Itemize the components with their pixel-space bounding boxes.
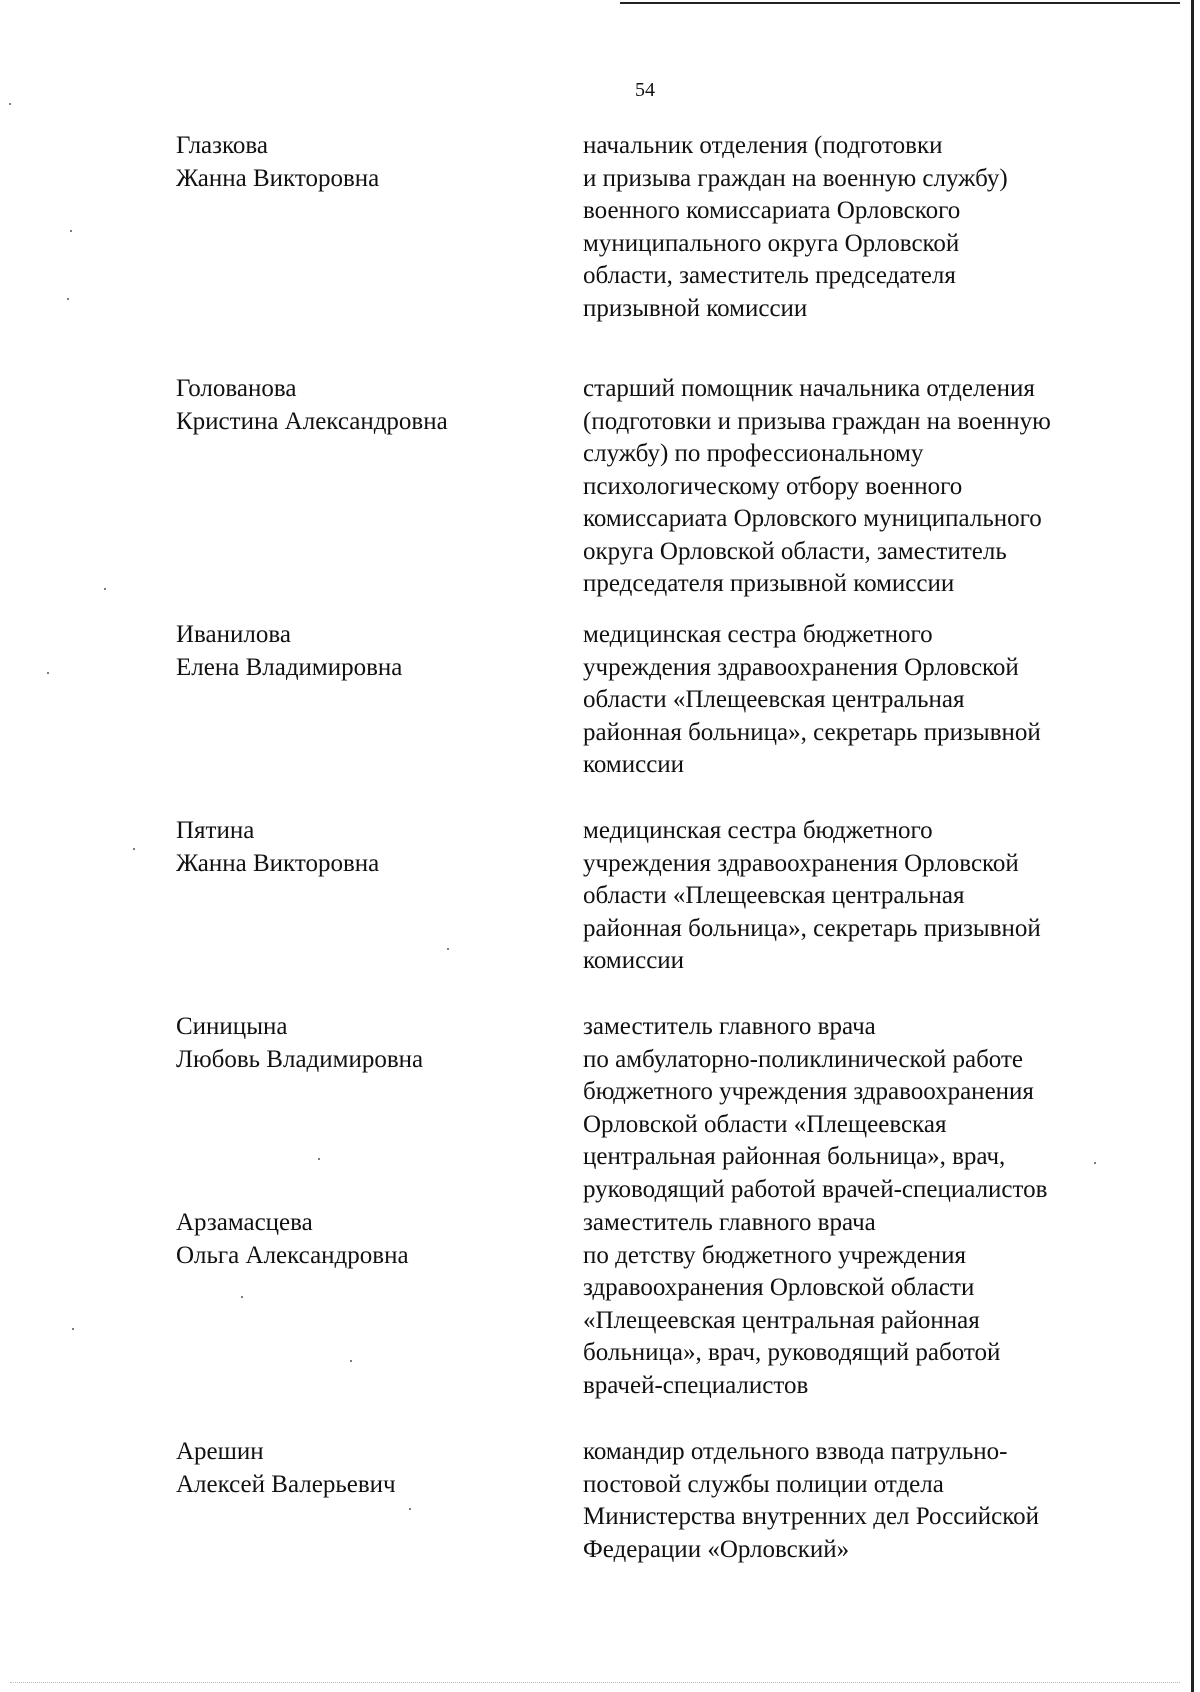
scan-speck — [1094, 1162, 1096, 1164]
member-given-names: Кристина Александровна — [176, 407, 448, 435]
member-position — [583, 619, 1123, 782]
member-position-line: учреждения здравоохранения Орловской — [583, 849, 1019, 877]
member-surname: Арешин — [176, 1438, 264, 1465]
member-position — [583, 1011, 1123, 1206]
member-position-line: (подготовки и призыва граждан на военную — [583, 407, 1051, 435]
member-position-line: врачей-специалистов — [583, 1371, 809, 1399]
member-position-line: районная больница», секретарь призывной — [583, 914, 1041, 942]
member-position-line: районная больница», секретарь призывной — [583, 718, 1041, 746]
member-position-line: медицинская сестра бюджетного — [583, 621, 933, 648]
member-position-line: военного комиссариата Орловского — [583, 197, 961, 224]
member-position — [583, 1207, 1123, 1402]
member-position-line: комиссии — [583, 751, 685, 778]
member-position-line: старший помощник начальника отделения — [583, 375, 1035, 402]
scan-speck — [409, 1508, 411, 1510]
member-given-names: Жанна Викторовна — [176, 849, 380, 877]
member-name — [176, 130, 556, 195]
member-position-line: учреждения здравоохранения Орловской — [583, 653, 1019, 681]
scan-speck — [350, 1360, 352, 1362]
member-position — [583, 815, 1123, 978]
member-position-line: больница», врач, руководящий работой — [583, 1339, 1001, 1366]
member-position-line: Федерации «Орловский» — [583, 1535, 850, 1563]
member-position-line: бюджетного учреждения здравоохранения — [583, 1078, 1034, 1105]
member-position-line: заместитель главного врача — [583, 1013, 876, 1040]
member-position-line: службу) по профессиональному — [583, 440, 924, 467]
member-surname: Синицына — [176, 1013, 288, 1040]
member-position-line: Орловской области «Плещеевская — [583, 1110, 947, 1138]
scan-speck — [318, 1158, 320, 1160]
page-number: 54 — [635, 79, 655, 101]
scan-speck — [47, 672, 49, 674]
member-name — [176, 373, 556, 438]
scan-speck — [70, 230, 72, 232]
member-position-line: заместитель главного врача — [583, 1209, 876, 1236]
member-given-names: Алексей Валерьевич — [176, 1470, 396, 1498]
member-position-line: «Плещеевская центральная районная — [583, 1306, 980, 1334]
scan-speck — [133, 848, 135, 850]
member-surname: Пятина — [176, 817, 255, 844]
member-given-names: Елена Владимировна — [176, 653, 403, 681]
scan-speck — [447, 948, 449, 950]
member-surname: Арзамасцева — [176, 1209, 313, 1236]
scan-bottom-edge — [10, 1682, 1180, 1683]
member-name — [176, 1436, 556, 1501]
member-position-line: по амбулаторно-поликлинической работе — [583, 1045, 1024, 1073]
scan-speck — [9, 103, 11, 105]
member-position-line: здравоохранения Орловской области — [583, 1274, 975, 1301]
member-name — [176, 619, 556, 684]
scan-speck — [72, 1328, 74, 1330]
member-surname: Иванилова — [176, 621, 291, 648]
member-position-line: психологическому отбору военного — [583, 472, 963, 500]
member-name — [176, 815, 556, 880]
member-position-line: комиссии — [583, 947, 685, 974]
member-given-names: Ольга Александровна — [176, 1241, 409, 1269]
member-position-line: постовой службы полиции отдела — [583, 1470, 944, 1498]
member-position — [583, 373, 1123, 601]
member-position-line: Министерства внутренних дел Российской — [583, 1503, 1039, 1530]
member-given-names: Жанна Викторовна — [176, 164, 380, 192]
member-position-line: области, заместитель председателя — [583, 262, 956, 289]
member-position-line: призывной комиссии — [583, 294, 808, 322]
scan-speck — [67, 298, 69, 300]
member-position — [583, 130, 1123, 325]
member-position-line: области «Плещеевская центральная — [583, 882, 965, 909]
member-position-line: центральная районная больница», врач, — [583, 1143, 1006, 1170]
member-position-line: и призыва граждан на военную службу) — [583, 164, 1008, 192]
member-surname: Голованова — [176, 375, 297, 402]
member-position-line: медицинская сестра бюджетного — [583, 817, 933, 844]
member-position-line: руководящий работой врачей-специалистов — [583, 1175, 1048, 1203]
member-surname: Глазкова — [176, 132, 268, 159]
member-position-line: округа Орловской области, заместитель — [583, 537, 1007, 565]
member-position-line: начальник отделения (подготовки — [583, 132, 943, 159]
scan-speck — [104, 588, 106, 590]
member-position-line: муниципального округа Орловской — [583, 229, 960, 257]
member-position-line: по детству бюджетного учреждения — [583, 1241, 966, 1269]
member-given-names: Любовь Владимировна — [176, 1045, 424, 1073]
member-name — [176, 1011, 556, 1076]
member-position-line: области «Плещеевская центральная — [583, 686, 965, 713]
scan-speck — [241, 1296, 243, 1298]
member-position — [583, 1436, 1123, 1566]
member-name — [176, 1207, 556, 1272]
member-position-line: командир отдельного взвода патрульно- — [583, 1438, 1008, 1465]
member-position-line: председателя призывной комиссии — [583, 570, 955, 597]
member-position-line: комиссариата Орловского муниципального — [583, 505, 1042, 532]
